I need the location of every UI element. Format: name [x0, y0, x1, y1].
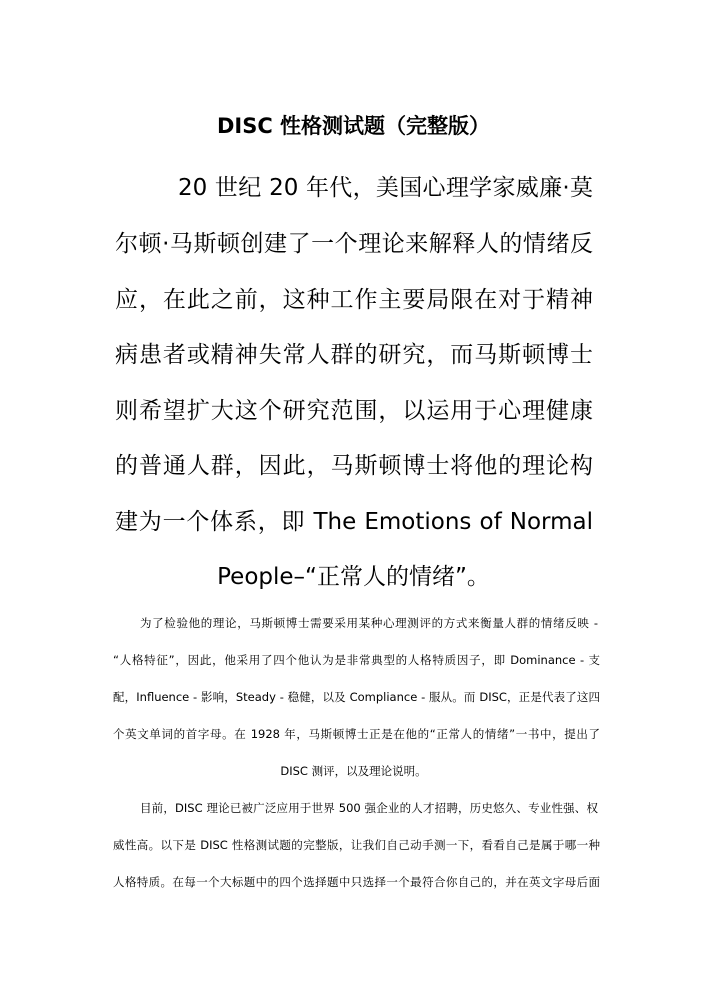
- paragraph-line: DISC 测评，以及理论说明。: [280, 764, 427, 778]
- intro-line: 20 世纪 20 年代，美国心理学家威廉·莫: [178, 175, 593, 201]
- intro-line: 尔顿·马斯顿创建了一个理论来解释人的情绪反: [115, 231, 593, 257]
- intro-line: 则希望扩大这个研究范围，以运用于心理健康: [115, 398, 593, 424]
- paragraph-line: 为了检验他的理论，马斯顿博士需要采用某种心理测评的方式来衡量人群的情绪反映 -: [140, 616, 598, 630]
- intro-line: 病患者或精神失常人群的研究，而马斯顿博士: [115, 342, 593, 368]
- intro-line: 的普通人群，因此，马斯顿博士将他的理论构: [115, 453, 593, 479]
- paragraph-line: 威性高。以下是 DISC 性格测试题的完整版，让我们自己动手测一下，看看自己是属于哪一种: [113, 838, 600, 852]
- paragraph-line: 人格特质。在每一个大标题中的四个选择题中只选择一个最符合你自己的，并在英文字母后面: [113, 875, 600, 889]
- intro-line: People–“正常人的情绪”。: [217, 564, 490, 590]
- paragraph-line: 配，Influence - 影响，Steady - 稳健，以及 Compliance - 服从。而 DISC，正是代表了这四: [113, 690, 600, 704]
- paragraph-line: 个英文单词的首字母。在 1928 年，马斯顿博士正是在他的“正常人的情绪”一书中，提出了: [113, 727, 600, 741]
- paragraph-line: “人格特征”，因此，他采用了四个他认为是非常典型的人格特质因子，即 Dominance - 支: [113, 653, 600, 667]
- intro-line: 应，在此之前，这种工作主要局限在对于精神: [115, 287, 593, 313]
- paragraph-line: 目前，DISC 理论已被广泛应用于世界 500 强企业的人才招聘，历史悠久、专业性强、权: [140, 801, 598, 815]
- document-title: DISC 性格测试题（完整版）: [216, 114, 491, 138]
- intro-line: 建为一个体系，即 The Emotions of Normal: [115, 509, 593, 535]
